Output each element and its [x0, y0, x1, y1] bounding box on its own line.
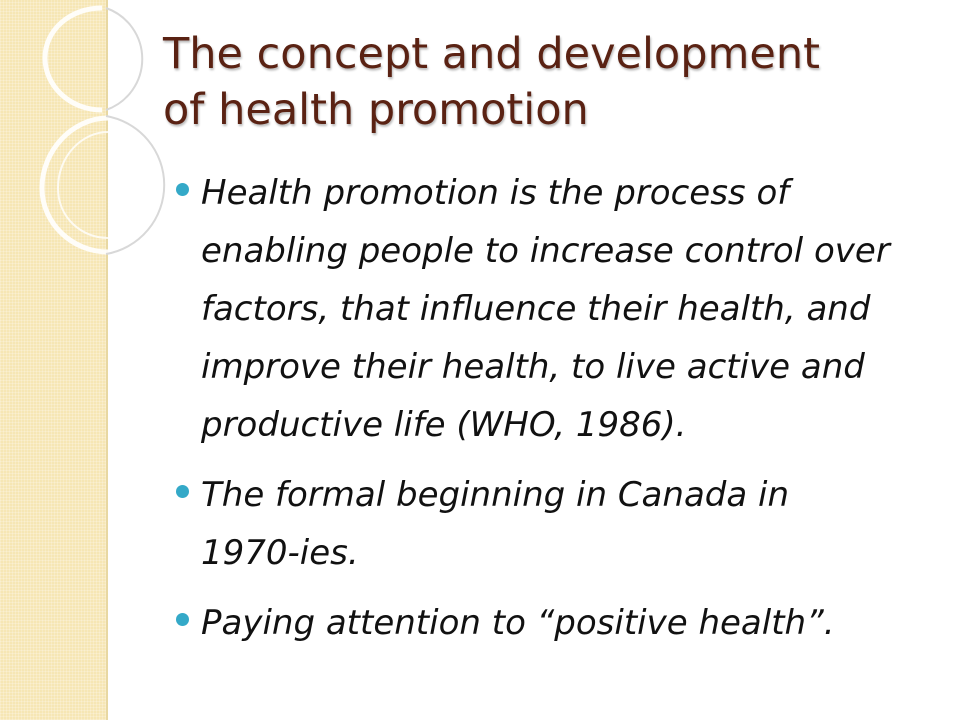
bullet-line: Paying attention to “positive health”. [201, 603, 835, 643]
bullet-item [176, 594, 936, 652]
slide-title-line: of health promotion [163, 85, 589, 135]
bullet-dot-icon [176, 485, 189, 498]
slide-title [163, 26, 943, 138]
bullet-line: improve their health, to live active and [201, 347, 865, 387]
slide-title-line: The concept and development [163, 29, 820, 79]
bullet-dot-icon [176, 183, 189, 196]
bullet-line: productive life (WHO, 1986). [201, 405, 687, 445]
bullet-line: enabling people to increase control over [201, 231, 890, 271]
ring-decoration [0, 0, 180, 260]
bullet-line: Health promotion is the process of [201, 173, 790, 213]
bullet-line: The formal beginning in Canada in [201, 475, 789, 515]
bullet-item [176, 164, 936, 454]
bullet-line: 1970-ies. [201, 533, 359, 573]
bullet-item [176, 466, 936, 582]
bullet-list [176, 164, 936, 664]
bullet-line: factors, that influence their health, and [201, 289, 871, 329]
bullet-dot-icon [176, 613, 189, 626]
